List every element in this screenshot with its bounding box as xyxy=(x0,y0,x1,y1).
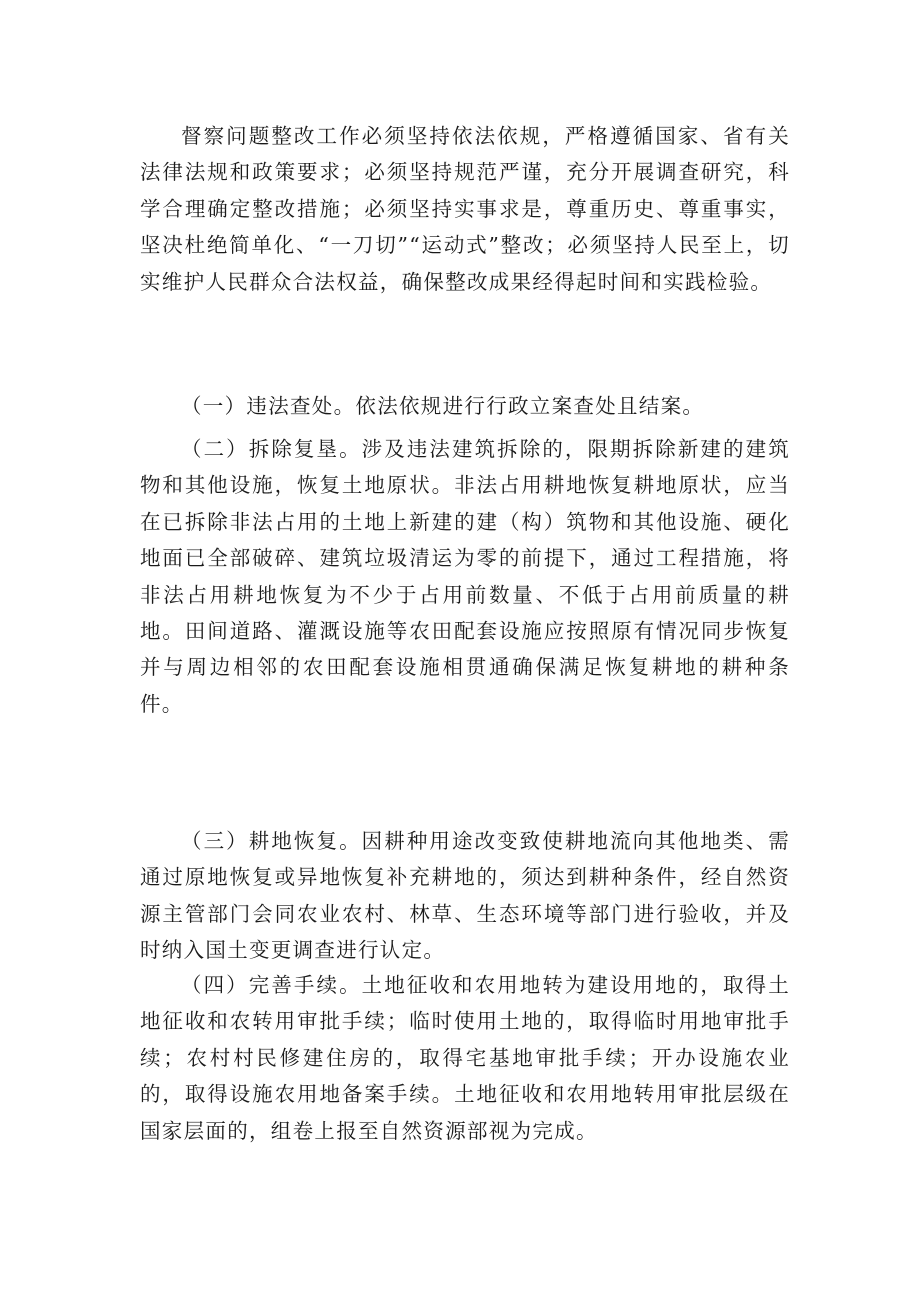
paragraph-item-2-demolition-reclamation: （二）拆除复垦。涉及违法建筑拆除的，限期拆除新建的建筑物和其他设施，恢复土地原状。非法占用耕地恢复耕地原状，应当在已拆除非法占用的土地上新建的建（构）筑物和其他设施、硬化地面已全部破碎、建筑垃圾清运为零的前提下，通过工程措施，将非法占用耕地恢复为不少于占用前数量、不低于占用前质量的耕地。田间道路、灌溉设施等农田配套设施应按照原有情况同步恢复并与周边相邻的农田配套设施相贯通确保满足恢复耕地的耕种条件。 xyxy=(140,437,790,716)
paragraph-principles: 督察问题整改工作必须坚持依法依规，严格遵循国家、省有关法律法规和政策要求；必须坚持规范严谨，充分开展调查研究，科学合理确定整改措施；必须坚持实事求是，尊重历史、尊重事实，坚决杜绝简单化、“一刀切”“运动式”整改；必须坚持人民至上，切实维护人民群众合法权益，确保整改成果经得起时间和实践检验。 xyxy=(140,124,790,294)
paragraph-item-3-farmland-restoration: （三）耕地恢复。因耕种用途改变致使耕地流向其他地类、需通过原地恢复或异地恢复补充耕地的，须达到耕种条件，经自然资源主管部门会同农业农村、林草、生态环境等部门进行验收，并及时纳入国土变更调查进行认定。 xyxy=(140,829,790,963)
paragraph-item-4-complete-procedures: （四）完善手续。土地征收和农用地转为建设用地的，取得土地征收和农转用审批手续；临时使用土地的，取得临时用地审批手续；农村村民修建住房的，取得宅基地审批手续；开办设施农业的，取得设施农用地备案手续。土地征收和农用地转用审批层级在国家层面的，组卷上报至自然资源部视为完成。 xyxy=(140,973,790,1143)
paragraph-item-1-violation-handling: （一）违法查处。依法依规进行行政立案查处且结案。 xyxy=(181,394,705,418)
